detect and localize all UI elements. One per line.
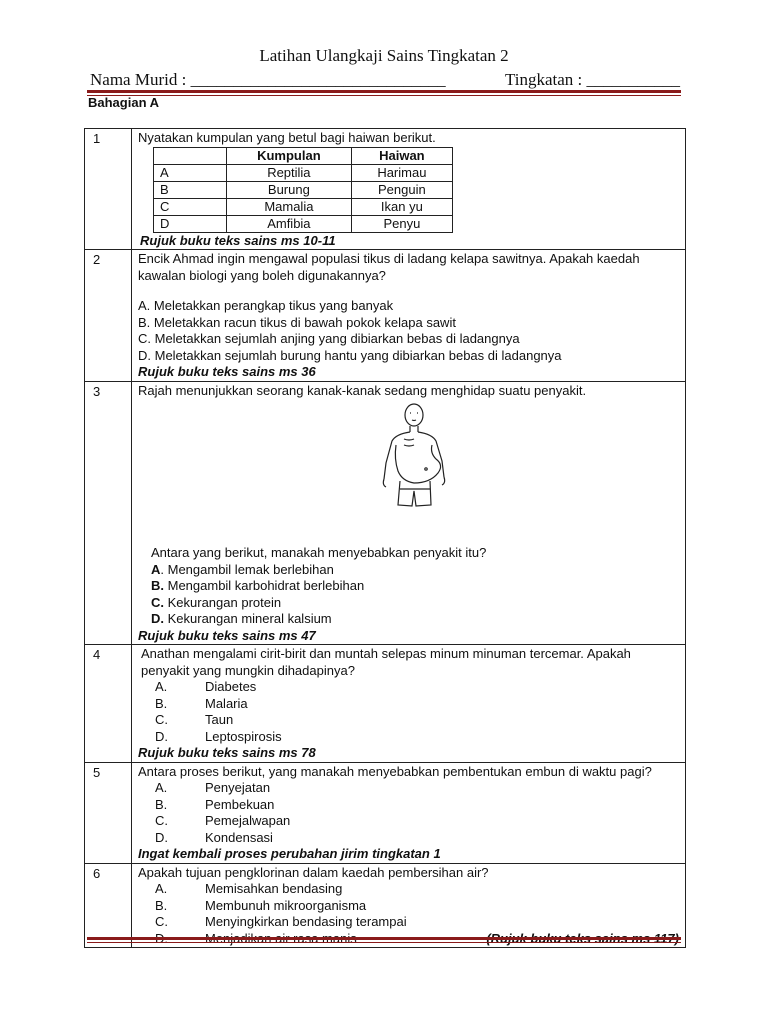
question-row (85, 762, 686, 863)
reference-note: Rujuk buku teks sains ms 36 (138, 364, 316, 379)
answer-option[interactable] (138, 830, 679, 847)
table-cell: Penguin (351, 181, 452, 198)
option-text: Mengambil karbohidrat berlebihan (164, 578, 365, 593)
question-number: 1 (85, 129, 132, 250)
option-text: Taun (205, 712, 234, 727)
answer-option[interactable] (138, 611, 679, 628)
option-text: Kekurangan protein (164, 594, 282, 610)
worksheet-title: Latihan Ulangkaji Sains Tingkatan 2 (259, 46, 509, 65)
reference-note: Ingat kembali proses perubahan jirim tingkatan 1 (138, 846, 441, 861)
questions-table (84, 128, 686, 948)
option-text: Memisahkan bendasing (205, 881, 343, 896)
answer-option[interactable]: A. Meletakkan perangkap tikus yang banyak (138, 298, 394, 313)
table-cell: Penyu (351, 215, 452, 232)
answer-option[interactable] (138, 881, 679, 898)
student-name-field[interactable]: Nama Murid : ______________________________ (90, 70, 446, 89)
option-text: Menyingkirkan bendasing terampai (205, 914, 407, 929)
option-text: . Mengambil lemak berlebihan (160, 561, 334, 577)
option-letter: C. (151, 594, 164, 610)
option-letter: B. (155, 695, 168, 711)
reference-note: Rujuk buku teks sains ms 10-11 (140, 232, 336, 248)
answer-option[interactable] (138, 729, 679, 746)
header-rule-thick (87, 90, 681, 93)
question-row (85, 381, 686, 645)
option-text: Membunuh mikroorganisma (205, 897, 367, 913)
table-row (154, 181, 453, 198)
answer-option[interactable]: D. Meletakkan sejumlah burung hantu yang dibiarkan bebas di ladangnya (138, 347, 562, 363)
option-letter: C. (155, 712, 168, 727)
answer-option[interactable] (138, 780, 679, 797)
answer-option[interactable]: C. Meletakkan sejumlah anjing yang dibiarkan bebas di ladangnya (138, 331, 520, 346)
answer-option[interactable] (138, 595, 679, 612)
table-row (154, 198, 453, 215)
question-text: Antara proses berikut, yang manakah menyebabkan pembentukan embun di waktu pagi? (138, 763, 652, 779)
question-subtext: Antara yang berikut, manakah menyebabkan penyakit itu? (151, 545, 487, 560)
answer-option[interactable] (138, 578, 679, 595)
sick-child-illustration (374, 401, 454, 519)
section-title: Bahagian A (88, 95, 160, 110)
option-letter: A (151, 561, 161, 577)
option-letter: A. (155, 679, 168, 694)
question-row (85, 645, 686, 763)
answer-option[interactable]: B. Meletakkan racun tikus di bawah pokok kelapa sawit (138, 314, 456, 330)
table-cell: Burung (227, 181, 352, 198)
option-letter: B. (155, 897, 168, 913)
form-level-field[interactable]: Tingkatan : ___________ (504, 70, 680, 89)
question-text: Rajah menunjukkan seorang kanak-kanak sedang menghidap suatu penyakit. (138, 382, 587, 398)
option-letter: D. (155, 829, 168, 845)
option-letter: A. (155, 780, 168, 795)
option-letter: C. (155, 813, 168, 828)
table-cell: Harimau (351, 164, 452, 181)
reference-note: Rujuk buku teks sains ms 47 (138, 627, 316, 643)
option-text: Kondensasi (205, 829, 273, 845)
answer-option[interactable] (138, 562, 679, 579)
question-number: 4 (85, 645, 132, 763)
question-number: 3 (85, 381, 132, 645)
table-cell: B (154, 181, 227, 198)
table-cell: C (154, 198, 227, 215)
question-row (85, 129, 686, 250)
table-header: Kumpulan (227, 147, 352, 164)
table-cell: Reptilia (227, 164, 352, 181)
answer-option[interactable] (138, 712, 679, 729)
option-text: Leptospirosis (205, 728, 282, 744)
header-rule-thin (87, 95, 681, 96)
question-number: 2 (85, 250, 132, 382)
option-text: Pembekuan (205, 796, 275, 812)
question-row (85, 250, 686, 382)
question-text: Anathan mengalami cirit-birit dan muntah selepas minum minuman tercemar. Apakah penyakit yang mungkin dihadapinya? (141, 646, 631, 678)
table-header (154, 147, 227, 164)
answer-option[interactable] (138, 679, 679, 696)
option-text: Penyejatan (205, 780, 271, 795)
table-row (154, 164, 453, 181)
option-letter: C. (155, 914, 168, 929)
table-cell: Ikan yu (351, 198, 452, 215)
answer-option[interactable] (138, 898, 679, 915)
option-letter: A. (155, 881, 168, 896)
option-letter: D. (155, 728, 168, 744)
question-number: 6 (85, 863, 132, 948)
option-text: Malaria (205, 695, 248, 711)
option-text: Pemejalwapan (205, 813, 291, 828)
answer-option[interactable] (138, 813, 679, 830)
table-cell: Mamalia (227, 198, 352, 215)
animal-group-table (153, 147, 453, 233)
option-text: Diabetes (205, 679, 257, 694)
answer-option[interactable] (138, 696, 679, 713)
question-number: 5 (85, 762, 132, 863)
table-row (154, 215, 453, 232)
question-text: Apakah tujuan pengklorinan dalam kaedah pembersihan air? (138, 864, 489, 880)
question-text: Nyatakan kumpulan yang betul bagi haiwan berikut. (138, 130, 436, 145)
table-cell: D (154, 215, 227, 232)
question-row (85, 863, 686, 948)
footer-rule-thin (87, 942, 681, 943)
option-text: Kekurangan mineral kalsium (164, 611, 332, 626)
table-cell: A (154, 164, 227, 181)
answer-option[interactable] (138, 914, 679, 931)
question-text: Encik Ahmad ingin mengawal populasi tikus di ladang kelapa sawitnya. Apakah kaedah kawalan biologi yang boleh digunakannya? (138, 251, 640, 283)
reference-note: Rujuk buku teks sains ms 78 (138, 745, 316, 760)
table-header: Haiwan (351, 147, 452, 164)
footer-rule-thick (87, 937, 681, 940)
option-letter: B. (151, 578, 164, 593)
option-letter: B. (155, 796, 168, 812)
table-cell: Amfibia (227, 215, 352, 232)
option-letter: D. (151, 611, 164, 626)
answer-option[interactable] (138, 797, 679, 814)
